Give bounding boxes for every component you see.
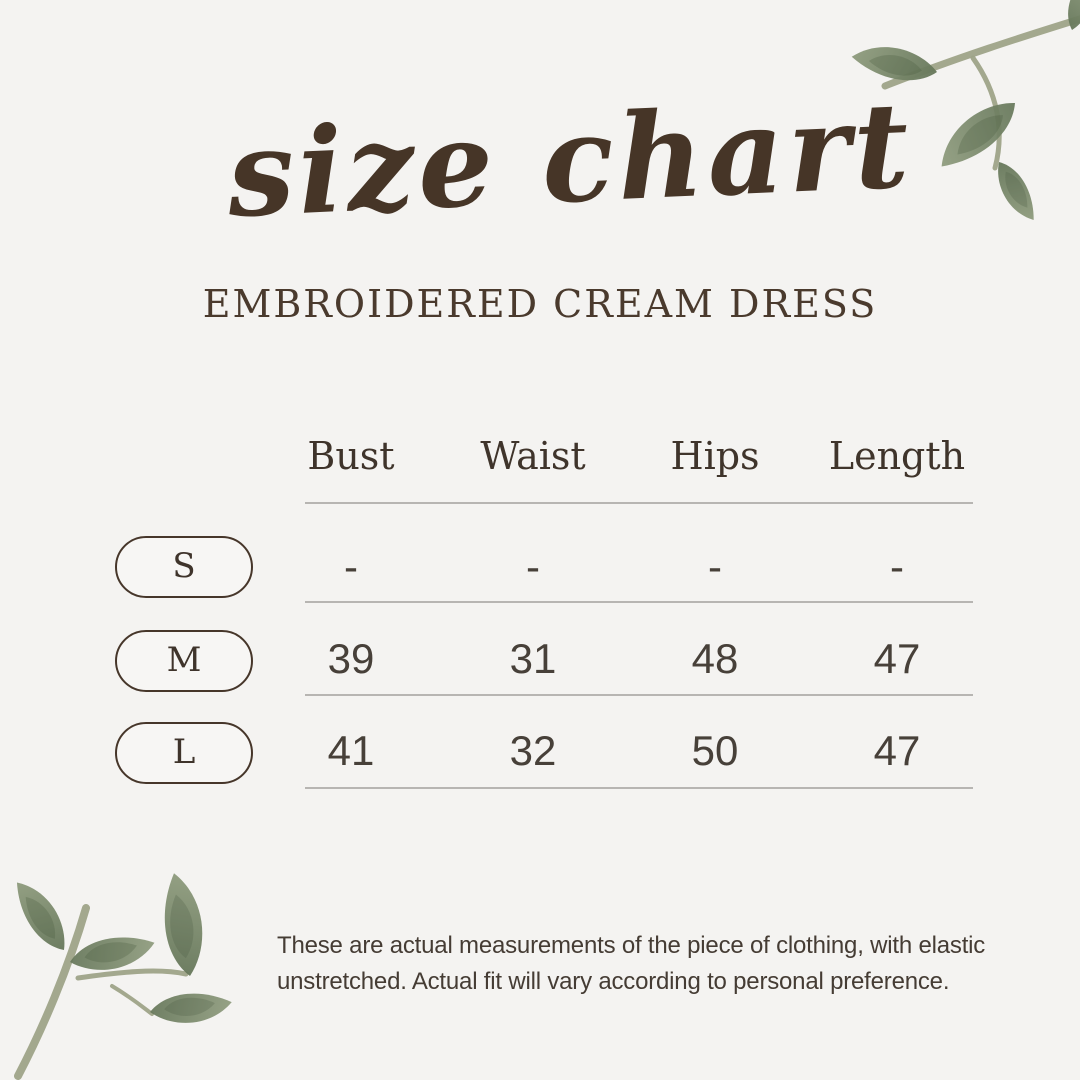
value-s-waist: -	[526, 543, 540, 590]
column-header-hips: Hips	[670, 434, 760, 478]
disclaimer-line-2: unstretched. Actual fit will vary according to personal preference.	[277, 968, 950, 995]
row-divider-line	[305, 787, 973, 789]
value-s-length: -	[890, 543, 904, 590]
value-m-waist: 31	[509, 635, 557, 682]
header-divider-line	[305, 502, 973, 504]
size-pill-l: L	[115, 722, 253, 784]
row-divider-line	[305, 601, 973, 603]
value-l-waist: 32	[509, 727, 557, 774]
product-name: EMBROIDERED CREAM DRESS	[202, 282, 878, 326]
table-header-row	[260, 426, 988, 486]
value-l-length: 47	[873, 727, 921, 774]
row-divider-line	[305, 694, 973, 696]
value-m-hips: 48	[691, 635, 739, 682]
value-l-hips: 50	[691, 727, 739, 774]
table-row	[260, 536, 988, 598]
column-header-bust: Bust	[307, 434, 395, 478]
leaf-branch-bottom-left-icon	[0, 850, 235, 1080]
value-s-bust: -	[344, 543, 358, 590]
value-l-bust: 41	[327, 727, 375, 774]
value-m-length: 47	[873, 635, 921, 682]
table-row	[260, 720, 988, 782]
column-header-waist: Waist	[480, 434, 586, 478]
column-header-length: Length	[828, 434, 966, 478]
page-title: size chart	[224, 75, 916, 244]
size-pill-s: S	[115, 536, 253, 598]
table-row	[260, 628, 988, 690]
measurement-disclaimer	[277, 928, 1067, 1000]
value-s-hips: -	[708, 543, 722, 590]
value-m-bust: 39	[327, 635, 375, 682]
disclaimer-line-1: These are actual measurements of the piece of clothing, with elastic	[277, 932, 986, 959]
size-pill-m: M	[115, 630, 253, 692]
